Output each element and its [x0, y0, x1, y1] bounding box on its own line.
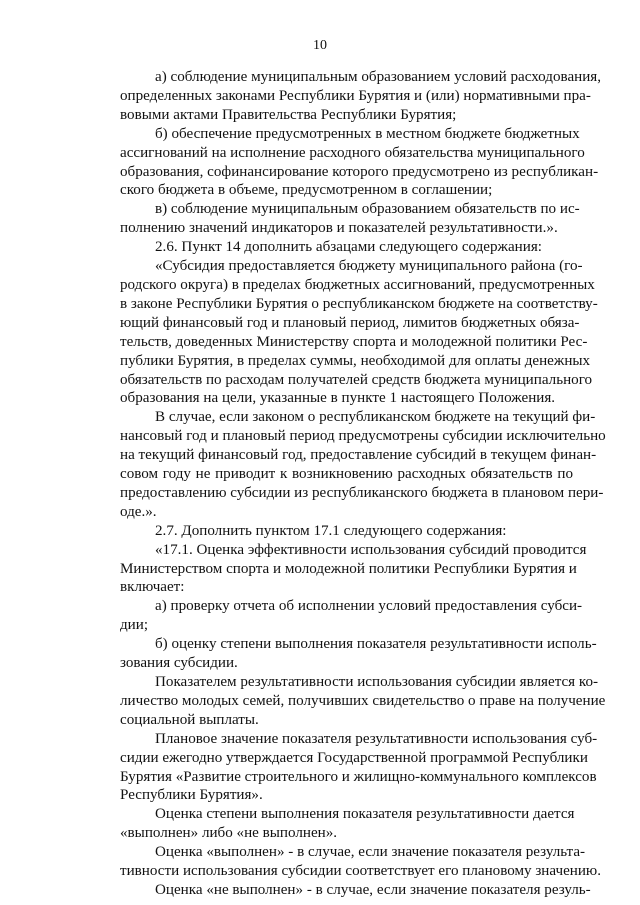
paragraph	[85, 635, 597, 673]
paragraph	[85, 805, 573, 843]
text-line: Плановое значение показателя результативности использования суб-	[155, 730, 598, 747]
page-number: 10	[313, 38, 327, 53]
paragraph	[85, 257, 598, 408]
text-line: а) соблюдение муниципальным образованием условий расходования,	[155, 69, 602, 85]
text-line: родского округа) в пределах бюджетных ассигнований, предусмотренных	[120, 276, 595, 293]
text-line: 2.7. Дополнить пунктом 17.1 следующего содержания:	[155, 522, 507, 539]
text-line: обязательств по расходам получателей средств бюджета муниципального	[120, 371, 593, 388]
text-line: предоставлению субсидии из республиканского бюджета в плановом пери-	[120, 484, 604, 501]
text-line: 2.6. Пункт 14 дополнить абзацами следующего содержания:	[155, 239, 542, 256]
text-line: дии;	[120, 617, 149, 634]
text-line: В случае, если законом о республиканском бюджете на текущий фи-	[155, 409, 596, 426]
text-line: определенных законами Республики Бурятия и (или) нормативными пра-	[120, 87, 591, 104]
text-line: на текущий финансовый год, предоставление субсидий в текущем финан-	[120, 447, 597, 464]
text-line: Оценка «выполнен» - в случае, если значение показателя результа-	[155, 844, 586, 861]
text-line: Оценка «не выполнен» - в случае, если значение показателя резуль-	[155, 881, 591, 898]
text-line: Показателем результативности использования субсидии является ко-	[155, 674, 599, 690]
text-line: Бурятия «Развитие строительного и жилищно-коммунального комплексов	[120, 768, 597, 785]
paragraph	[85, 597, 583, 635]
paragraph	[85, 730, 598, 806]
text-line: а) проверку отчета об исполнении условий предоставления субси-	[155, 598, 583, 615]
text-line: зования субсидии.	[120, 655, 238, 672]
text-line: «выполнен» либо «не выполнен».	[120, 825, 338, 842]
text-line: Республики Бурятия».	[120, 787, 263, 804]
text-line: ассигнований на исполнение расходного обязательства муниципального	[120, 144, 585, 161]
text-line: сидии ежегодно утверждается Государственной программой Республики	[120, 749, 588, 766]
text-line: образования, софинансирование которого предусмотрено из республикан-	[120, 163, 599, 180]
paragraph	[85, 200, 580, 238]
text-line: ского бюджета в объеме, предусмотренном в соглашении;	[120, 182, 493, 199]
text-line: публики Бурятия, в пределах суммы, необходимой для оплаты денежных	[120, 352, 591, 369]
paragraph	[85, 881, 591, 900]
text-line: оде.».	[120, 503, 157, 520]
text-line: полнению значений индикаторов и показателей результативности.».	[120, 220, 558, 237]
text-line: тивности использования субсидии соответствует его плановому значению.	[120, 863, 601, 880]
text-line: «17.1. Оценка эффективности использования субсидий проводится	[155, 541, 587, 558]
text-line: ющий финансовый год и плановый период, лимитов бюджетных обяза-	[120, 314, 580, 331]
paragraph	[85, 125, 599, 201]
paragraph	[85, 673, 606, 730]
paragraph	[85, 541, 587, 598]
document-body	[85, 68, 606, 900]
paragraph	[85, 68, 602, 125]
text-line: личество молодых семей, получивших свидетельство о праве на получение	[120, 692, 606, 709]
paragraph	[85, 238, 573, 257]
text-line: включает:	[120, 579, 185, 596]
text-line: социальной выплаты.	[120, 711, 259, 728]
paragraph	[85, 522, 573, 541]
paragraph	[85, 408, 606, 521]
text-line: б) оценку степени выполнения показателя результативности исполь-	[155, 636, 597, 653]
text-line: «Субсидия предоставляется бюджету муниципального района (го-	[155, 258, 583, 275]
text-line: Министерством спорта и молодежной политики Республики Бурятия и	[120, 560, 577, 577]
text-line: в законе Республики Бурятия о республиканском бюджете на соответству-	[120, 295, 598, 312]
text-line: в) соблюдение муниципальным образованием обязательств по ис-	[155, 201, 580, 218]
text-line: образования на цели, указанные в пункте 1 настоящего Положения.	[120, 390, 556, 407]
text-line: вовыми актами Правительства Республики Бурятия;	[120, 106, 457, 123]
text-line: тельств, доведенных Министерству спорта и молодежной политики Рес-	[120, 333, 588, 350]
text-line: нансовый год и плановый период предусмотрены субсидии исключительно	[120, 428, 606, 445]
text-line: Оценка степени выполнения показателя результативности дается	[155, 806, 575, 823]
text-line: совом году не приводит к возникновению расходных обязательств по	[120, 466, 573, 483]
text-line: б) обеспечение предусмотренных в местном бюджете бюджетных	[155, 125, 580, 142]
paragraph	[85, 843, 601, 881]
